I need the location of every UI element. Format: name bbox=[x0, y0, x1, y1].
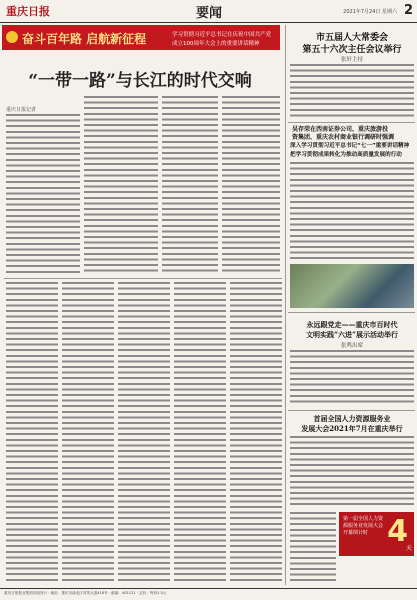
banner-subtitle-line1: 学习贯彻习近平总书记在庆祝中国共产党 bbox=[172, 32, 272, 38]
ad-countdown-unit: 天 bbox=[405, 545, 412, 552]
main-article-column-3 bbox=[162, 96, 218, 274]
article-3-headline-line2: 文明实践“六进”展示活动举行 bbox=[305, 330, 399, 339]
theme-banner bbox=[2, 25, 280, 50]
newspaper-logo: 重庆日报 bbox=[6, 5, 50, 18]
column-divider bbox=[285, 25, 286, 585]
section-title: 要闻 bbox=[196, 6, 223, 21]
main-article-column-2 bbox=[84, 96, 158, 274]
divider bbox=[4, 278, 282, 279]
main-article-column-9 bbox=[230, 282, 282, 582]
page-footer: 重庆日报报业集团出版发行 · 地址：重庆市渝北区同茂大道416号 · 邮编：401121 · 定价：每份1.5元 bbox=[0, 588, 417, 600]
main-article-column-4 bbox=[222, 96, 280, 274]
ad-text: 第一届全国人力资源服务业发展大会开幕倒计时 bbox=[343, 516, 384, 536]
article-1-headline-line1: 市五届人大常委会 bbox=[315, 33, 388, 43]
main-article-column-8 bbox=[174, 282, 226, 582]
main-headline: “一带一路”与长江的时代交响 bbox=[28, 71, 252, 91]
article-1-headline-line2: 第五十六次主任会议举行 bbox=[302, 45, 402, 55]
article-2-photo bbox=[290, 264, 414, 308]
main-article-column-5 bbox=[6, 282, 58, 582]
masthead bbox=[0, 0, 417, 23]
party-emblem-icon bbox=[6, 31, 18, 43]
article-2-deck-line2: 资集团、重庆农村商业银行调研时强调 bbox=[292, 134, 395, 141]
article-4-headline-line2: 发展大会2021年7月在重庆举行 bbox=[301, 424, 403, 433]
article-3-sub: 张鸣出席 bbox=[340, 343, 363, 349]
article-4-headline-line1: 首届全国人力资源服务业 bbox=[313, 414, 391, 423]
main-article-column-1 bbox=[6, 114, 80, 274]
main-byline: 重庆日报记者 bbox=[6, 107, 37, 113]
article-3-body bbox=[290, 350, 414, 406]
main-article-column-7 bbox=[118, 282, 170, 582]
banner-subtitle-line2: 成立100周年大会上的重要讲话精神 bbox=[172, 41, 260, 47]
article-2-deck-line4: 把学习贯彻成果转化为推动高质量发展的行动 bbox=[290, 152, 402, 158]
article-2-deck-line1: 吴存荣在西南证券公司、重庆旅游投 bbox=[292, 126, 389, 133]
article-4-body-end bbox=[290, 512, 336, 582]
ad-countdown-number: 4 bbox=[387, 514, 408, 549]
article-1-sub: 张轩主持 bbox=[340, 57, 363, 63]
article-2-body bbox=[290, 162, 414, 260]
divider bbox=[288, 122, 415, 123]
article-1-body bbox=[290, 64, 414, 118]
article-2-deck-line3: 深入学习贯彻习近平总书记“七一”重要讲话精神 bbox=[290, 143, 410, 149]
countdown-ad bbox=[339, 512, 414, 556]
main-article-column-6 bbox=[62, 282, 114, 582]
divider bbox=[288, 410, 415, 411]
article-4-body bbox=[290, 436, 414, 508]
divider bbox=[288, 312, 415, 313]
issue-date: 2021年7月24日 星期六 bbox=[343, 9, 397, 15]
page-number: 2 bbox=[403, 3, 413, 18]
article-3-headline-line1: 永远跟党走——重庆市百时代 bbox=[306, 320, 398, 329]
banner-title: 奋斗百年路 启航新征程 bbox=[22, 32, 147, 46]
